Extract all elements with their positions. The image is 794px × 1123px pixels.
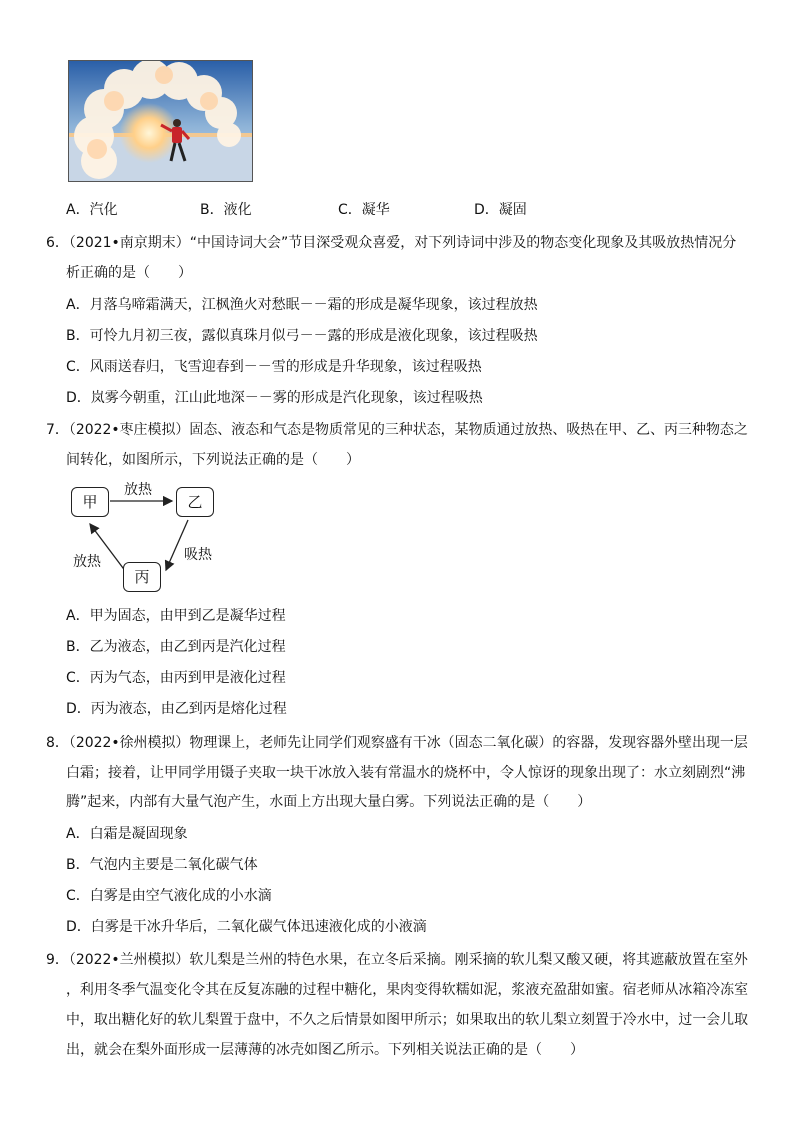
label-right: 吸热: [184, 547, 212, 563]
q6-option-a: A．月落乌啼霜满天，江枫渔火对愁眠－－霜的形成是凝华现象，该过程放热: [66, 297, 538, 313]
q6-option-d: D．岚雾今朝重，江山此地深－－雾的形成是汽化现象，该过程吸热: [66, 390, 483, 406]
q9-stem-line1: 9．（2022•兰州模拟）软儿梨是兰州的特色水果，在立冬后采摘。刚采摘的软儿梨又酸又硬，将其遮蔽放置在室外: [46, 952, 748, 968]
label-left: 放热: [73, 554, 101, 570]
state-box-a: 甲: [71, 487, 109, 517]
q8-stem-line1: 8．（2022•徐州模拟）物理课上，老师先让同学们观察盛有干冰（固态二氧化碳）的容器，发现容器外壁出现一层: [46, 735, 748, 751]
boiling-water-freeze-photo: [68, 60, 253, 182]
label-top: 放热: [124, 482, 152, 498]
q6-option-b: B．可怜九月初三夜，露似真珠月似弓－－露的形成是液化现象，该过程吸热: [66, 328, 538, 344]
q7-stem-line2: 间转化，如图所示，下列说法正确的是（ ）: [66, 452, 360, 468]
photo-illustration: [69, 61, 252, 181]
q5-option-d: D．凝固: [474, 202, 527, 218]
q8-stem-line3: 腾”起来，内部有大量气泡产生，水面上方出现大量白雾。下列说法正确的是（ ）: [66, 794, 592, 810]
q7-stem-line1: 7．（2022•枣庄模拟）固态、液态和气态是物质常见的三种状态，某物质通过放热、吸热在甲、乙、丙三种物态之: [46, 422, 748, 438]
q8-option-a: A．白霜是凝固现象: [66, 826, 188, 842]
q9-stem-line4: 出，就会在梨外面形成一层薄薄的冰壳如图乙所示。下列相关说法正确的是（ ）: [66, 1042, 584, 1058]
q8-option-c: C．白雾是由空气液化成的小水滴: [66, 888, 272, 904]
q5-option-b: B．液化: [200, 202, 252, 218]
q6-stem-line2: 析正确的是（ ）: [66, 265, 192, 281]
q6-option-c: C．风雨送春归，飞雪迎春到－－雪的形成是升华现象，该过程吸热: [66, 359, 482, 375]
q7-option-c: C．丙为气态，由丙到甲是液化过程: [66, 670, 286, 686]
state-box-c: 丙: [123, 562, 161, 592]
q7-option-d: D．丙为液态，由乙到丙是熔化过程: [66, 701, 287, 717]
state-box-b: 乙: [176, 487, 214, 517]
q7-option-a: A．甲为固态，由甲到乙是凝华过程: [66, 608, 286, 624]
q5-option-c: C．凝华: [338, 202, 390, 218]
q8-option-b: B．气泡内主要是二氧化碳气体: [66, 857, 258, 873]
q9-stem-line3: 中，取出糖化好的软儿梨置于盘中，不久之后情景如图甲所示；如果取出的软儿梨立刻置于冷水中，过一会儿取: [66, 1012, 749, 1028]
q9-stem-line2: ，利用冬季气温变化令其在反复冻融的过程中糖化，果肉变得软糯如泥，浆液充盈甜如蜜。宿老师从冰箱冷冻室: [66, 982, 749, 998]
q6-stem-line1: 6．（2021•南京期末）“中国诗词大会”节目深受观众喜爱，对下列诗词中涉及的物态变化现象及其吸放热情况分: [46, 235, 737, 251]
q7-option-b: B．乙为液态，由乙到丙是汽化过程: [66, 639, 286, 655]
q5-option-a: A．汽化: [66, 202, 118, 218]
q8-stem-line2: 白霜；接着，让甲同学用镊子夹取一块干冰放入装有常温水的烧杯中，令人惊讶的现象出现了：水立刻剧烈“沸: [66, 765, 746, 781]
q8-option-d: D．白雾是干冰升华后，二氧化碳气体迅速液化成的小液滴: [66, 919, 427, 935]
